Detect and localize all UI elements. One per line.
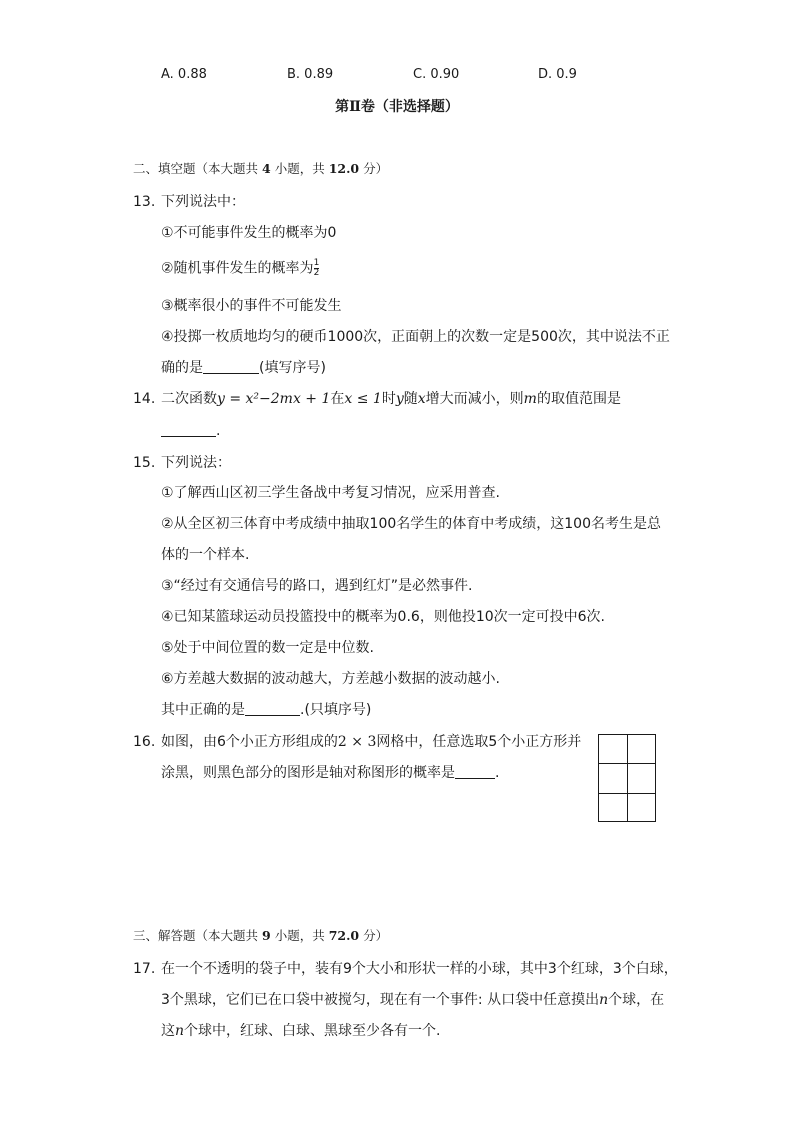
q15-item-2-line-2: 体的一个样本. bbox=[161, 547, 250, 563]
section-heading-fill-in bbox=[133, 163, 388, 176]
grid-figure bbox=[598, 734, 656, 822]
q14-text-2: 在 bbox=[330, 391, 345, 407]
q17-line-3-post: 个球中，红球、白球、黑球至少各有一个. bbox=[184, 1023, 441, 1039]
q14-text-3: 时 bbox=[381, 391, 396, 407]
section-prefix: 二、填空题（本大题共 bbox=[133, 161, 259, 176]
grid-vertical-line bbox=[627, 735, 628, 821]
q14-var-m: m bbox=[523, 391, 537, 407]
q17-var-n: n bbox=[175, 1023, 185, 1039]
q16-line-1-pre: 如图，由6个小正方形组成的 bbox=[161, 734, 338, 750]
q17-line-2 bbox=[161, 993, 664, 1007]
q14-answer-line bbox=[161, 424, 220, 438]
q16-grid-expr: 2 × 3 bbox=[337, 734, 377, 750]
q16-line-2-pre: 涂黑，则黑色部分的图形是轴对称图形的概率是 bbox=[161, 765, 455, 781]
q14-var-x: x bbox=[417, 391, 426, 407]
q13-item-2 bbox=[161, 259, 319, 278]
q14-text-1: 二次函数 bbox=[161, 391, 217, 407]
q14-text-6: 的取值范围是 bbox=[536, 391, 621, 407]
section-heading-answer bbox=[133, 930, 388, 943]
q15-item-2-line-1: ②从全区初三体育中考成绩中抽取100名学生的体育中考成绩，这100名考生是总 bbox=[161, 516, 661, 532]
section-score: 72.0 bbox=[328, 928, 360, 943]
q16-line-2-post: . bbox=[495, 765, 500, 781]
q15-answer-suffix: .(只填序号) bbox=[300, 702, 372, 718]
q17-var-n: n bbox=[599, 992, 609, 1008]
q14-function-expr: y = x²−2mx + 1 bbox=[217, 391, 331, 407]
q13-answer-prefix: 确的是 bbox=[161, 360, 203, 376]
fraction bbox=[314, 259, 320, 278]
q13-item-4-line-1: ④投掷一枚质地均匀的硬币1000次，正面朝上的次数一定是500次，其中说法不正 bbox=[161, 329, 670, 345]
section-score: 12.0 bbox=[328, 161, 360, 176]
q15-item-5: ⑤处于中间位置的数一定是中位数. bbox=[161, 640, 375, 656]
answer-blank[interactable] bbox=[203, 373, 259, 374]
q17-number: 17. bbox=[133, 961, 156, 977]
option-d: D. 0.9 bbox=[538, 67, 577, 82]
section-middle: 小题，共 bbox=[274, 928, 325, 943]
option-c: C. 0.90 bbox=[413, 67, 460, 82]
q13-item-2-text: ②随机事件发生的概率为 bbox=[161, 260, 314, 277]
section-suffix: 分） bbox=[363, 928, 389, 943]
q13-item-3: ③概率很小的事件不可能发生 bbox=[161, 298, 342, 314]
q14-text-4: 随 bbox=[403, 391, 418, 407]
q13-item-1: ①不可能事件发生的概率为0 bbox=[161, 225, 337, 241]
fraction-denominator: 2 bbox=[313, 268, 320, 278]
q16-number: 16. bbox=[133, 734, 156, 750]
q13-intro: 下列说法中： bbox=[161, 194, 245, 210]
q17-line-3 bbox=[161, 1024, 440, 1038]
section-prefix: 三、解答题（本大题共 bbox=[133, 928, 259, 943]
section-suffix: 分） bbox=[363, 161, 389, 176]
q14-text-5: 增大而减小，则 bbox=[425, 391, 524, 407]
q15-item-1: ①了解西山区初三学生备战中考复习情况，应采用普查. bbox=[161, 485, 500, 501]
q14-var-y: y bbox=[395, 391, 404, 407]
grid-horizontal-line bbox=[599, 763, 655, 764]
q13-answer-suffix: (填写序号) bbox=[259, 360, 326, 376]
q15-item-4: ④已知某篮球运动员投篮投中的概率为0.6，则他投10次一定可投中6次. bbox=[161, 609, 605, 625]
q17-line-2-pre: 3个黑球，它们已在口袋中被搅匀，现在有一个事件: 从口袋中任意摸出 bbox=[161, 992, 600, 1008]
section-middle: 小题，共 bbox=[274, 161, 325, 176]
q15-item-6: ⑥方差越大数据的波动越大，方差越小数据的波动越小. bbox=[161, 671, 500, 687]
q16-line-1-post: 网格中，任意选取5个小正方形并 bbox=[376, 734, 582, 750]
answer-blank[interactable] bbox=[161, 436, 216, 437]
part-title: 第Ⅱ卷（非选择题） bbox=[335, 99, 459, 115]
answer-blank[interactable] bbox=[455, 778, 495, 779]
section-count: 9 bbox=[262, 928, 271, 943]
fraction-numerator: 1 bbox=[313, 258, 320, 268]
q15-answer-prefix: 其中正确的是 bbox=[161, 702, 245, 718]
answer-blank[interactable] bbox=[245, 715, 300, 716]
q16-line-2 bbox=[161, 766, 499, 780]
option-b: B. 0.89 bbox=[287, 67, 334, 82]
q14-text bbox=[161, 392, 621, 406]
q15-answer bbox=[161, 703, 371, 717]
q17-line-3-pre: 这 bbox=[161, 1023, 175, 1039]
q15-intro: 下列说法： bbox=[161, 455, 231, 471]
q17-line-1: 在一个不透明的袋子中，装有9个大小和形状一样的小球，其中3个红球，3个白球， bbox=[161, 961, 678, 977]
q16-line-1 bbox=[161, 735, 581, 749]
q15-item-3: ③“经过有交通信号的路口，遇到红灯”是必然事件. bbox=[161, 578, 473, 594]
grid-horizontal-line bbox=[599, 793, 655, 794]
q17-line-2-post: 个球，在 bbox=[608, 992, 665, 1008]
option-a: A. 0.88 bbox=[161, 67, 207, 82]
section-count: 4 bbox=[262, 161, 271, 176]
q14-end: . bbox=[216, 423, 221, 439]
q15-number: 15. bbox=[133, 455, 156, 471]
q14-condition: x ≤ 1 bbox=[344, 391, 382, 407]
q13-item-4-line-2 bbox=[161, 361, 326, 375]
q14-number: 14. bbox=[133, 391, 156, 407]
q13-number: 13. bbox=[133, 194, 156, 210]
